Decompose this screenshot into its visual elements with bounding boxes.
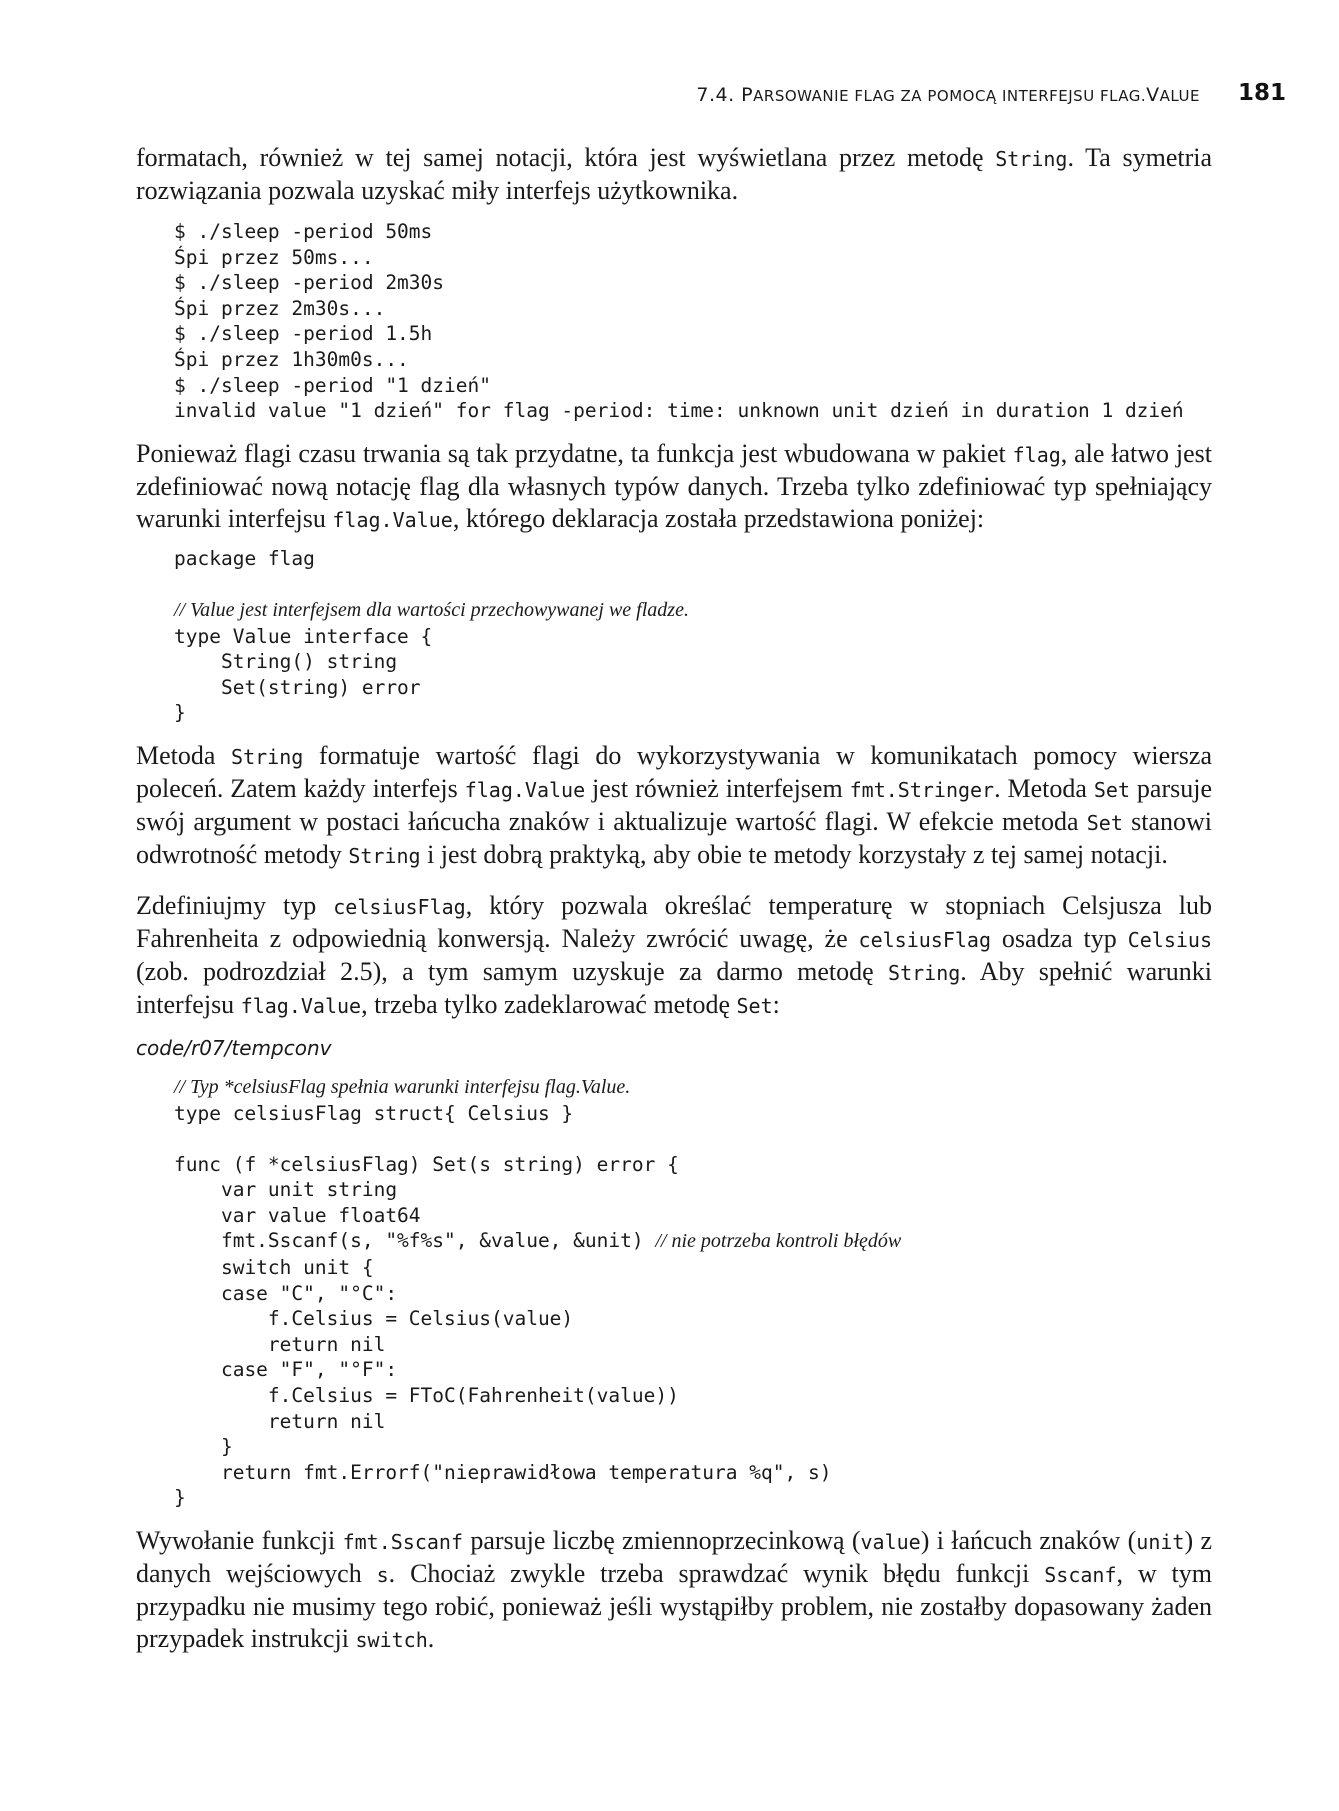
- inline-code: celsiusFlag: [858, 927, 991, 952]
- text: ) i łańcuch znaków (: [920, 1526, 1137, 1555]
- inline-code: unit: [1136, 1530, 1185, 1554]
- code-line: fmt.Sscanf(s, "%f%s", &value, &unit): [174, 1229, 656, 1253]
- inline-code: flag.Value: [332, 507, 453, 532]
- text: formatuje wartość flagi do wykorzystywania w komunikatach pomocy wiersza poleceń. Zatem każdy interfejs: [136, 740, 1213, 803]
- inline-code: String: [231, 744, 304, 769]
- inline-code: flag.Value: [464, 777, 586, 802]
- paragraph-4: [136, 890, 1212, 1022]
- code-line: type celsiusFlag struct{ Celsius }: [174, 1101, 574, 1125]
- code-line: case "F", "°F":: [174, 1358, 398, 1382]
- code-comment: // Typ *celsiusFlag spełnia warunki interfejsu flag.Value.: [174, 1075, 631, 1098]
- code-comment: // nie potrzeba kontroli błędów: [655, 1230, 902, 1253]
- text: parsuje liczbę zmiennoprzecinkową (: [463, 1526, 861, 1555]
- code-line: $ ./sleep -period 2m30s: [174, 271, 445, 295]
- text: Metoda: [136, 740, 232, 770]
- code-line: var value float64: [174, 1203, 421, 1227]
- inline-code: flag: [1012, 442, 1061, 467]
- inline-code: Celsius: [1127, 927, 1212, 952]
- text: parsuje swój argument w postaci łańcucha znaków i aktualizuje wartość flagi. W efekcie metoda: [136, 773, 1212, 836]
- code-line: Śpi przez 1h30m0s...: [174, 347, 409, 371]
- inline-code: String: [888, 960, 961, 985]
- code-line: case "C", "°C":: [174, 1281, 398, 1305]
- running-head: [136, 80, 1286, 116]
- text: stanowi odwrotność metody: [136, 806, 1212, 869]
- title-rest-2: ALUE: [1159, 87, 1200, 105]
- text: (zob. podrozdział 2.5), a tym samym uzyskuje za darmo metodę: [136, 956, 889, 986]
- code-line: package flag: [174, 546, 315, 570]
- text: , którego deklaracja została przedstawiona poniżej:: [452, 503, 985, 533]
- text: , który pozwala określać temperaturę w stopniach Celsjusza lub Fahrenheita z odpowiednią konwersją. Należy zwrócić uwagę, że: [136, 890, 1213, 953]
- code-line: func (f *celsiusFlag) Set(s string) error {: [174, 1152, 679, 1176]
- code-line: Śpi przez 2m30s...: [174, 296, 386, 320]
- inline-code: celsiusFlag: [333, 894, 466, 919]
- code-line: invalid value "1 dzień" for flag -period: time: unknown unit dzień in duration 1 dzień: [174, 399, 1184, 423]
- code-line: return nil: [174, 1332, 386, 1356]
- section-number: 7.4.: [696, 84, 735, 106]
- inline-code: String: [348, 843, 421, 868]
- code-line: type Value interface {: [174, 624, 433, 648]
- text: Wywołanie funkcji: [136, 1526, 343, 1555]
- page-content: [136, 142, 1212, 1656]
- inline-code: fmt.Sscanf: [342, 1530, 464, 1554]
- code-block-sleep: [136, 219, 1212, 424]
- inline-code: String: [995, 147, 1068, 171]
- code-line: f.Celsius = FToC(Fahrenheit(value)): [174, 1384, 679, 1408]
- text: osadza typ: [991, 923, 1128, 953]
- code-block-celsius-flag: [136, 1074, 1212, 1511]
- code-line: return nil: [174, 1409, 386, 1433]
- text: , ale łatwo jest zdefiniować nową notację flag dla własnych typów danych. Trzeba tylko zdefiniować typ spełniający warunki interfejsu: [136, 438, 1212, 533]
- title-cap-1: P: [741, 84, 754, 106]
- text: . Chociaż zwykle trzeba sprawdzać wynik błędu funkcji: [388, 1559, 1045, 1588]
- code-line: Śpi przez 50ms...: [174, 245, 374, 269]
- title-cap-2: V: [1146, 84, 1160, 106]
- text: . Ta symetria rozwiązania pozwala uzyskać miły interfejs użytkownika.: [136, 143, 1213, 205]
- text: Zdefiniujmy typ: [136, 890, 334, 920]
- code-line: }: [174, 701, 186, 725]
- text: .: [427, 1624, 435, 1653]
- text: ) z danych wejściowych: [136, 1526, 1212, 1588]
- text: i jest dobrą praktyką, aby obie te metody korzystały z tej samej notacji.: [420, 839, 1168, 869]
- text: formatach, również w tej samej notacji, która jest wyświetlana przez metodę: [136, 143, 996, 172]
- code-line: Set(string) error: [174, 675, 421, 699]
- code-comment: // Value jest interfejsem dla wartości przechowywanej we fladze.: [174, 598, 689, 621]
- inline-code: switch: [355, 1628, 428, 1652]
- inline-code: Set: [1093, 777, 1130, 802]
- section-title: [696, 84, 1200, 106]
- text: . Metoda: [994, 773, 1094, 803]
- code-line: return fmt.Errorf("nieprawidłowa temperatura %q", s): [174, 1460, 832, 1484]
- code-line: switch unit {: [174, 1256, 374, 1280]
- text: :: [772, 989, 780, 1019]
- paragraph-5: [136, 1525, 1212, 1656]
- code-line: $ ./sleep -period 50ms: [174, 220, 433, 243]
- code-line: }: [174, 1435, 233, 1459]
- code-file-path: code/r07/tempconv: [136, 1035, 332, 1060]
- inline-code: flag.Value: [240, 993, 362, 1018]
- inline-code: Sscanf: [1044, 1563, 1117, 1587]
- inline-code: value: [860, 1530, 921, 1554]
- text: Ponieważ flagi czasu trwania są tak przydatne, ta funkcja jest wbudowana w pakiet: [136, 438, 1013, 468]
- inline-code: Set: [736, 993, 773, 1018]
- code-line: String() string: [174, 650, 398, 674]
- code-line: }: [174, 1486, 186, 1510]
- inline-code: s: [376, 1563, 389, 1587]
- inline-code: fmt.Stringer: [849, 777, 995, 802]
- title-rest-1: ARSOWANIE FLAG ZA POMOCĄ INTERFEJSU FLAG.: [753, 87, 1147, 105]
- text: jest również interfejsem: [585, 773, 850, 803]
- page-number: 181: [1237, 80, 1286, 106]
- code-line: var unit string: [174, 1178, 398, 1202]
- paragraph-3: [136, 740, 1212, 872]
- paragraph-1: [136, 142, 1212, 207]
- text: , trzeba tylko zadeklarować metodę: [361, 989, 737, 1019]
- code-line: f.Celsius = Celsius(value): [174, 1307, 574, 1331]
- text: . Aby spełnić warunki interfejsu: [136, 956, 1212, 1019]
- code-block-flag-value: [136, 546, 1212, 726]
- code-line: $ ./sleep -period "1 dzień": [174, 373, 491, 397]
- text: , w tym przypadku nie musimy tego robić, ponieważ jeśli wystąpiłby problem, nie zostałby dopasowany żaden przypadek instrukcji: [136, 1559, 1212, 1653]
- inline-code: Set: [1086, 810, 1123, 835]
- code-line: $ ./sleep -period 1.5h: [174, 322, 433, 346]
- paragraph-2: [136, 438, 1212, 536]
